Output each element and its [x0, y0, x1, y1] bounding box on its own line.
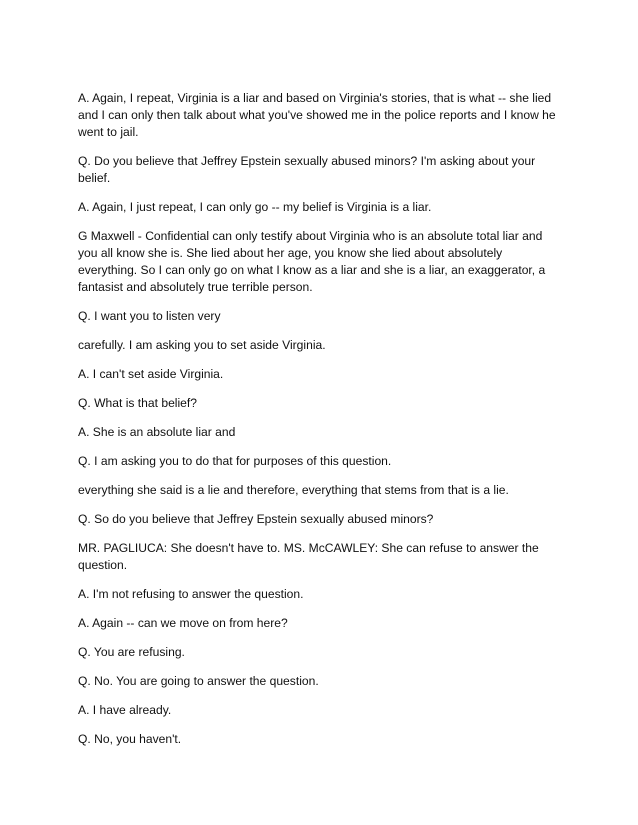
paragraph: A. Again -- can we move on from here?: [78, 616, 288, 630]
paragraph: A. I'm not refusing to answer the question.: [78, 587, 304, 601]
paragraph: MR. PAGLIUCA: She doesn't have to. MS. McCAWLEY: She can refuse to answer the question.: [78, 541, 539, 572]
paragraph: A. Again, I repeat, Virginia is a liar and based on Virginia's stories, that is what -- she lied and I can only then talk about what you've showed me in the police reports and I know he went to jail.: [78, 91, 556, 139]
paragraph: G Maxwell - Confidential can only testify about Virginia who is an absolute total liar and you all know she is. She lied about her age, you know she lied about absolutely everything. So I can only go on what I know as a liar and she is a liar, an exaggerator, a fantasist and absolutely true terrible person.: [78, 229, 546, 294]
paragraph: Q. What is that belief?: [78, 396, 197, 410]
document-body: [78, 90, 562, 760]
paragraph: carefully. I am asking you to set aside Virginia.: [78, 338, 326, 352]
paragraph: Q. Do you believe that Jeffrey Epstein sexually abused minors? I'm asking about your belief.: [78, 154, 536, 185]
paragraph: A. I can't set aside Virginia.: [78, 367, 224, 381]
paragraph: Q. So do you believe that Jeffrey Epstein sexually abused minors?: [78, 512, 434, 526]
paragraph: Q. No, you haven't.: [78, 732, 182, 746]
paragraph: Q. No. You are going to answer the question.: [78, 674, 319, 688]
paragraph: everything she said is a lie and therefore, everything that stems from that is a lie.: [78, 483, 509, 497]
paragraph: A. I have already.: [78, 703, 172, 717]
paragraph: Q. You are refusing.: [78, 645, 185, 659]
paragraph: A. Again, I just repeat, I can only go -- my belief is Virginia is a liar.: [78, 200, 432, 214]
paragraph: A. She is an absolute liar and: [78, 425, 236, 439]
paragraph: Q. I am asking you to do that for purposes of this question.: [78, 454, 392, 468]
paragraph: Q. I want you to listen very: [78, 309, 221, 323]
